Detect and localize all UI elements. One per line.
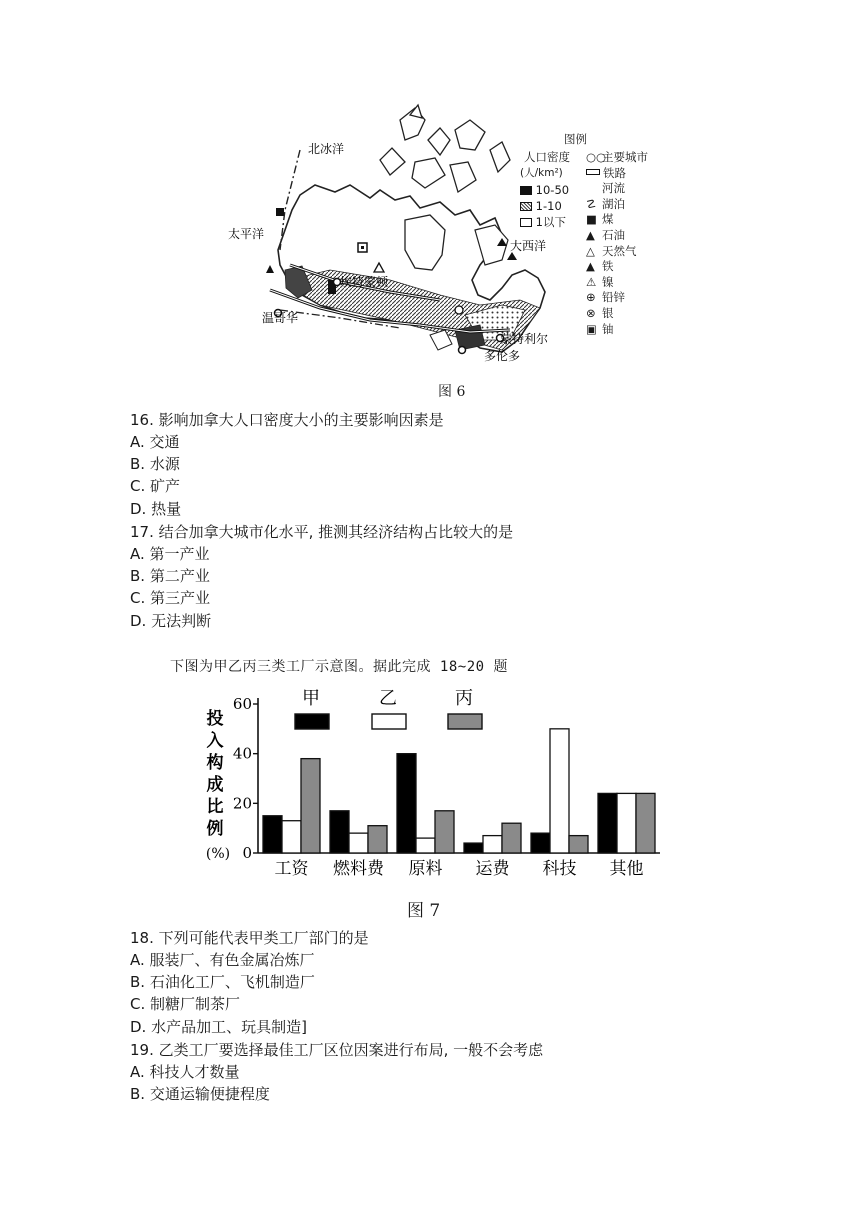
- y-label-unit: (%): [205, 846, 231, 862]
- bar-丙-原料: [435, 811, 454, 853]
- bar-chart-svg: [190, 684, 670, 884]
- oil-icon: ▲: [586, 227, 595, 242]
- legend-density-unit: (人/km²): [520, 167, 563, 179]
- legend-title: 图例: [564, 132, 587, 146]
- legend-density-below-1: [520, 215, 566, 231]
- question-16-option-d[interactable]: D. 热量: [130, 500, 182, 518]
- chart-legend: [295, 688, 482, 729]
- x-tick-label: 其他: [609, 859, 644, 879]
- bar-甲-运费: [464, 843, 483, 853]
- bar-甲-工资: [263, 816, 282, 853]
- figure-7-caption: 图 7: [407, 901, 441, 921]
- question-19-stem: 19. 乙类工厂要选择最佳工厂区位因案进行布局, 一般不会考虑: [130, 1041, 544, 1059]
- legend-coal: ■ 煤: [586, 212, 614, 227]
- question-19-option-b[interactable]: B. 交通运输便捷程度: [130, 1085, 270, 1103]
- bar-甲-其他: [598, 793, 617, 853]
- legend-railway: 铁路: [586, 166, 648, 182]
- y-tick-label: 60: [232, 695, 252, 713]
- lake-icon: ☡: [586, 196, 597, 211]
- label-toronto: 多伦多: [484, 349, 521, 363]
- legend-silver: ⊗ 银: [586, 305, 614, 320]
- silver-icon: ⊗: [586, 305, 596, 320]
- question-18-option-d[interactable]: D. 水产品加工、玩具制造]: [130, 1018, 307, 1036]
- bar-乙-工资: [282, 821, 301, 853]
- arctic-island: [380, 148, 405, 175]
- legend-series-name: 甲: [302, 688, 320, 709]
- legend-series-name: 乙: [379, 688, 397, 709]
- x-tick-label: 原料: [408, 859, 443, 879]
- legend-swatch-hatched: [520, 202, 532, 211]
- legend-density-label: 1以下: [535, 215, 566, 229]
- railway-icon: [586, 169, 600, 175]
- legend-oil: ▲ 石油: [586, 227, 625, 242]
- chart-bars: [263, 729, 655, 853]
- bar-丙-燃料费: [368, 826, 387, 853]
- lead-zinc-icon: ⊕: [586, 290, 596, 305]
- bar-乙-科技: [550, 729, 569, 853]
- silver-symbol: [455, 306, 463, 314]
- bar-甲-原料: [397, 754, 416, 853]
- arctic-island: [490, 142, 510, 172]
- legend-nickel: ⚠ 镍: [586, 274, 614, 289]
- legend-density-label: 1-10: [535, 199, 562, 213]
- city-symbol: [459, 347, 466, 354]
- bar-丙-工资: [301, 759, 320, 853]
- question-18-option-b[interactable]: B. 石油化工厂、飞机制造厂: [130, 973, 315, 991]
- question-17-stem: 17. 结合加拿大城市化水平, 推测其经济结构占比较大的是: [130, 523, 514, 541]
- y-label-char: 构: [206, 753, 224, 773]
- legend-symbol-list: [586, 150, 648, 337]
- uranium-icon: ▣: [586, 321, 597, 336]
- y-axis-label: [206, 708, 230, 862]
- y-tick-label: 0: [242, 844, 252, 862]
- oil-symbol: [266, 265, 274, 273]
- question-17-option-a[interactable]: A. 第一产业: [130, 545, 210, 563]
- bar-乙-原料: [416, 838, 435, 853]
- nickel-icon: ⚠: [586, 274, 597, 289]
- question-16-stem: 16. 影响加拿大人口密度大小的主要影响因素是: [130, 411, 444, 429]
- question-16-option-b[interactable]: B. 水源: [130, 455, 180, 473]
- bar-丙-运费: [502, 823, 521, 853]
- question-17-option-d[interactable]: D. 无法判断: [130, 612, 212, 630]
- x-tick-label: 工资: [274, 859, 309, 879]
- arctic-island: [428, 128, 450, 155]
- legend-swatch-empty: [520, 218, 532, 227]
- legend-city: ○○主要城市: [586, 150, 648, 164]
- question-17-option-c[interactable]: C. 第三产业: [130, 589, 211, 607]
- y-label-char: 比: [206, 797, 224, 817]
- legend-iron: ▲ 铁: [586, 259, 614, 274]
- legend-density-1-10: [520, 199, 562, 215]
- bar-甲-燃料费: [330, 811, 349, 853]
- label-edmonton: 埃特蒙顿: [340, 275, 389, 289]
- bar-丙-其他: [636, 793, 655, 853]
- bar-乙-其他: [617, 793, 636, 853]
- question-16-option-a[interactable]: A. 交通: [130, 433, 180, 451]
- figure-7-chart: [190, 684, 670, 884]
- legend-swatch: [295, 714, 329, 729]
- label-vancouver: 温哥华: [262, 311, 299, 325]
- question-18-stem: 18. 下列可能代表甲类工厂部门的是: [130, 929, 369, 947]
- question-18-option-c[interactable]: C. 制糖厂制茶厂: [130, 995, 241, 1013]
- legend-series-name: 丙: [455, 688, 473, 709]
- question-17-option-b[interactable]: B. 第二产业: [130, 567, 210, 585]
- legend-swatch: [448, 714, 482, 729]
- legend-lead-zinc: ⊕ 铅锌: [586, 290, 625, 305]
- legend-density-10-50: [520, 183, 569, 199]
- question-16-option-c[interactable]: C. 矿产: [130, 477, 181, 495]
- bar-甲-科技: [531, 833, 550, 853]
- density-band-10-50: [455, 325, 485, 350]
- y-label-char: 入: [206, 731, 224, 751]
- legend-lake: ☡ 湖泊: [586, 196, 625, 211]
- arctic-island: [412, 158, 445, 188]
- legend-uranium: ▣ 铀: [586, 321, 614, 336]
- y-label-char: 例: [206, 819, 224, 839]
- label-arctic-ocean: 北冰洋: [308, 142, 345, 156]
- y-axis-ticks: [233, 695, 258, 862]
- y-label-char: 成: [206, 775, 224, 795]
- x-tick-label: 科技: [542, 859, 577, 879]
- x-tick-label: 运费: [475, 859, 510, 879]
- figure-6-caption: 图 6: [438, 384, 466, 400]
- legend-gas: △ 天然气: [586, 243, 637, 258]
- bar-乙-运费: [483, 836, 502, 853]
- arctic-island: [455, 120, 485, 150]
- uranium-inner: [361, 246, 364, 249]
- question-18-option-a[interactable]: A. 服装厂、有色金属冶炼厂: [130, 951, 315, 969]
- coal-icon: ■: [586, 212, 597, 227]
- gas-icon: △: [586, 243, 595, 258]
- coal-symbol: [276, 208, 284, 216]
- label-montreal: 蒙特利尔: [500, 332, 549, 346]
- label-atlantic-ocean: 大西洋: [510, 239, 547, 253]
- bar-乙-燃料费: [349, 833, 368, 853]
- iron-icon: ▲: [586, 259, 595, 274]
- legend-swatch: [372, 714, 406, 729]
- label-pacific-ocean: 太平洋: [228, 227, 265, 241]
- x-tick-label: 燃料费: [333, 859, 384, 879]
- question-19-option-a[interactable]: A. 科技人才数量: [130, 1063, 240, 1081]
- city-icon: ○○: [586, 150, 607, 164]
- legend-density-title: 人口密度: [524, 150, 570, 164]
- intro-18-20: 下图为甲乙丙三类工厂示意图。据此完成 18~20 题: [170, 659, 508, 675]
- arctic-island: [450, 162, 476, 192]
- bar-丙-科技: [569, 836, 588, 853]
- y-tick-label: 40: [232, 744, 252, 763]
- x-axis-labels: [275, 858, 644, 879]
- legend-density-label: 10-50: [535, 183, 570, 197]
- y-tick-label: 20: [232, 794, 252, 813]
- y-label-char: 投: [206, 709, 224, 729]
- legend-river: 河流: [602, 181, 625, 196]
- legend-swatch-dark: [520, 186, 532, 195]
- map-legend: [512, 132, 672, 352]
